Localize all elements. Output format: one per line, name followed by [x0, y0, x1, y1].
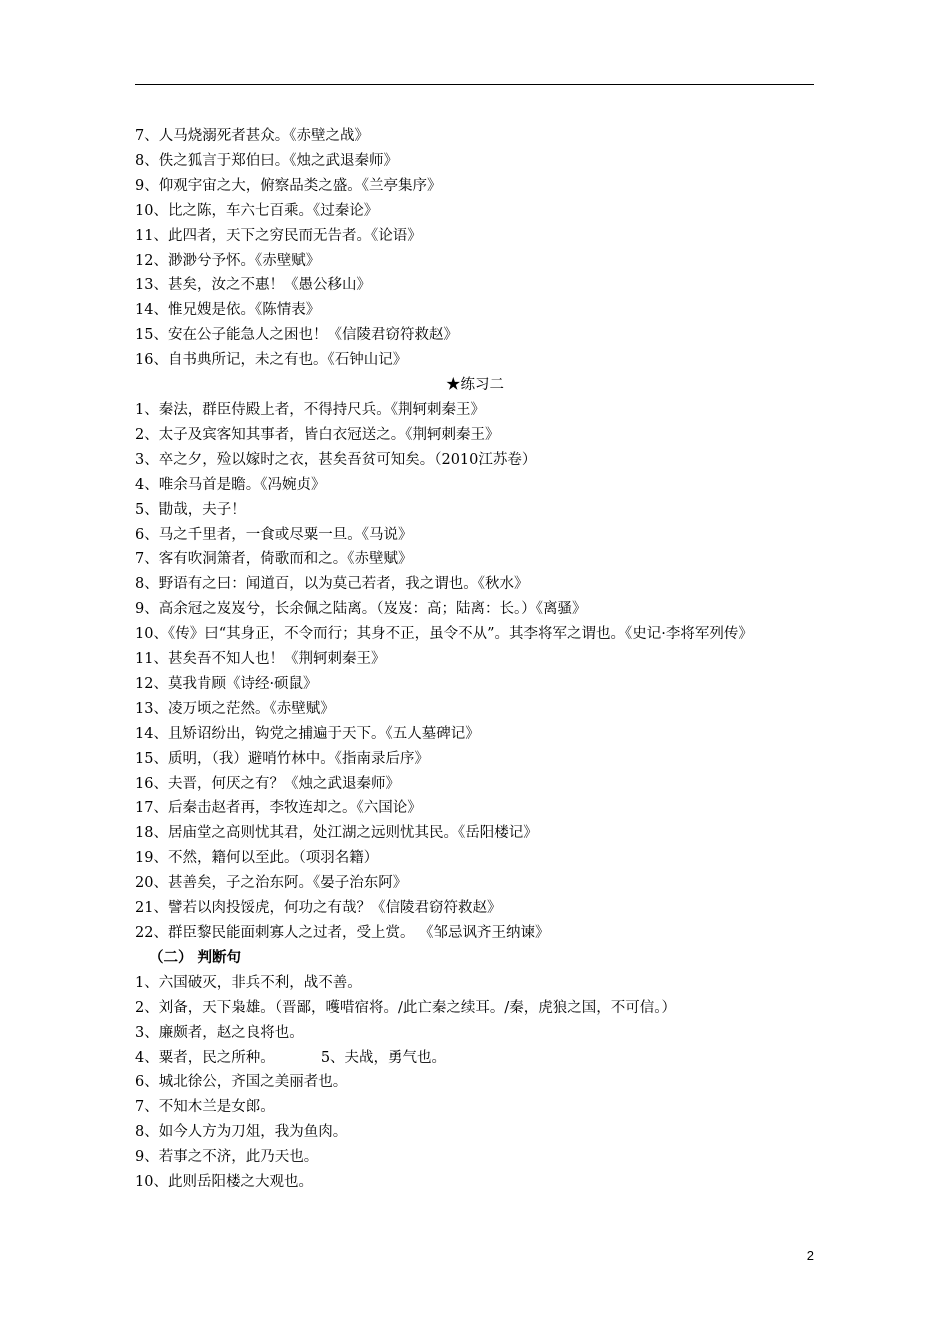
text-line: 15、质明，（我）避哨竹林中。《指南录后序》 — [135, 750, 429, 767]
text-line: 10、比之陈，车六七百乘。《过秦论》 — [135, 202, 379, 219]
text-line: 6、城北徐公，齐国之美丽者也。 — [135, 1074, 348, 1091]
text-line: 11、此四者，天下之穷民而无告者。《论语》 — [135, 227, 422, 244]
page-number: 2 — [806, 1248, 814, 1263]
text-line: 4、唯余马首是瞻。《冯婉贞》 — [135, 476, 326, 493]
text-line: 15、安在公子能急人之困也！《信陵君窃符救赵》 — [135, 327, 458, 344]
text-line: 19、不然，籍何以至此。（项羽名籍） — [135, 850, 379, 867]
text-line: 3、廉颇者，赵之良将也。 — [135, 1024, 304, 1041]
section-title: ★练习二 — [446, 377, 504, 394]
text-line: 8、野语有之曰：闻道百，以为莫己若者，我之谓也。《秋水》 — [135, 576, 529, 593]
text-line: 20、甚善矣，子之治东阿。《晏子治东阿》 — [135, 875, 408, 892]
text-line: 13、凌万顷之茫然。《赤壁赋》 — [135, 700, 335, 717]
text-line: 9、仰观宇宙之大，俯察品类之盛。《兰亭集序》 — [135, 177, 442, 194]
text-line: 10、《传》曰“其身正，不令而行；其身不正，虽令不从”。其李将军之谓也。《史记·李将军列传》 — [135, 626, 753, 643]
text-line: 14、惟兄嫂是依。《陈情表》 — [135, 302, 321, 319]
text-line: 12、渺渺兮予怀。《赤壁赋》 — [135, 252, 321, 269]
text-line: 6、马之千里者，一食或尽粟一旦。《马说》 — [135, 526, 413, 543]
document-body — [135, 124, 815, 1195]
text-line: 10、此则岳阳楼之大观也。 — [135, 1174, 313, 1191]
text-line: 9、若事之不济，此乃天也。 — [135, 1149, 319, 1166]
text-line: 16、自书典所记，未之有也。《石钟山记》 — [135, 352, 408, 369]
text-line: 12、莫我肯顾《诗经·硕鼠》 — [135, 675, 318, 692]
text-line: 16、夫晋，何厌之有？《烛之武退秦师》 — [135, 775, 400, 792]
text-line: 2、刘备，天下枭雄。（晋鄙，嚄唶宿将。/此亡秦之续耳。/秦，虎狼之国，不可信。） — [135, 999, 676, 1016]
text-line: 18、居庙堂之高则忧其君，处江湖之远则忧其民。《岳阳楼记》 — [135, 825, 538, 842]
text-line: 9、高余冠之岌岌兮，长余佩之陆离。（岌岌：高；陆离：长。）《离骚》 — [135, 601, 587, 618]
text-line: 2、太子及宾客知其事者，皆白衣冠送之。《荆轲刺秦王》 — [135, 426, 500, 443]
text-line: 1、六国破灭，非兵不利，战不善。 — [135, 974, 362, 991]
text-line: 5、勖哉，夫子！ — [135, 501, 246, 518]
text-line: 22、群臣黎民能面刺寡人之过者，受上赏。 《邹忌讽齐王纳谏》 — [135, 925, 550, 941]
text-line: 3、卒之夕，殓以嫁时之衣，甚矣吾贫可知矣。（2010江苏卷） — [135, 451, 537, 468]
text-line: 8、佚之狐言于郑伯曰。《烛之武退秦师》 — [135, 152, 398, 169]
text-line: 7、客有吹洞箫者，倚歌而和之。《赤壁赋》 — [135, 551, 413, 568]
header-rule — [135, 84, 814, 85]
text-line: 7、不知木兰是女郎。 — [135, 1099, 275, 1116]
text-line: 11、甚矣吾不知人也！《荆轲刺秦王》 — [135, 651, 386, 668]
text-line: 4、粟者，民之所种。 5、夫战，勇气也。 — [135, 1049, 447, 1066]
text-line: 7、人马烧溺死者甚众。《赤壁之战》 — [135, 128, 369, 144]
subsection-heading: （二） 判断句 — [149, 948, 242, 966]
text-line: 13、甚矣，汝之不惠！《愚公移山》 — [135, 277, 371, 294]
text-line: 8、如今人方为刀俎，我为鱼肉。 — [135, 1124, 348, 1141]
text-line: 17、后秦击赵者再，李牧连却之。《六国论》 — [135, 800, 422, 817]
text-line: 21、譬若以肉投馁虎，何功之有哉？《信陵君窃符救赵》 — [135, 900, 502, 917]
text-line: 1、秦法，群臣侍殿上者，不得持尺兵。《荆轲刺秦王》 — [135, 401, 485, 418]
text-line: 14、且矫诏纷出，钩党之捕遍于天下。《五人墓碑记》 — [135, 725, 480, 742]
